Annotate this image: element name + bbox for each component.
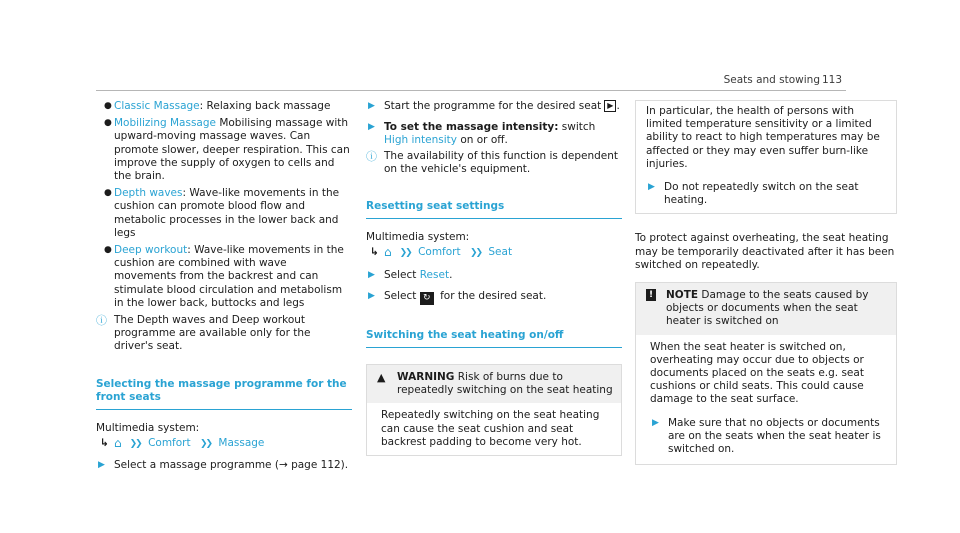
path-comfort-link[interactable]: Comfort xyxy=(418,246,461,259)
info-icon: ⓘ xyxy=(366,149,377,163)
step-arrow-icon: ▶ xyxy=(652,417,659,428)
reset-link[interactable]: Reset xyxy=(419,268,450,281)
column-middle xyxy=(366,100,622,456)
step-arrow-icon: ▶ xyxy=(368,269,375,280)
header-rule xyxy=(96,90,846,91)
paragraph: To protect against overheating, the seat heating may be temporarily deactivated after it has been switched on repeatedly. xyxy=(635,232,895,271)
info-note: ⓘ The availability of this function is dependent on the vehicle's equipment. xyxy=(366,149,619,175)
instruction-step: ▶ Start the programme for the desired seat ▶ . xyxy=(368,100,620,112)
step-arrow-icon: ▶ xyxy=(368,122,375,133)
chevron-double-icon: ❯❯ xyxy=(469,248,482,259)
program-link[interactable]: Mobilizing Massage xyxy=(114,117,216,130)
step-arrow-icon: ▶ xyxy=(648,182,655,193)
info-note: ⓘ The Depth waves and Deep workout programme are available only for the driver's seat. xyxy=(96,314,311,353)
program-link[interactable]: Classic Massage xyxy=(114,100,200,112)
step-arrow-icon: ▶ xyxy=(98,460,105,471)
warning-box-continued xyxy=(635,100,897,214)
instruction-step: ▶ Select a massage programme (→ page 112). xyxy=(98,459,349,472)
path-massage-link[interactable]: Massage xyxy=(218,437,265,450)
instruction-step: ▶ Select Reset. xyxy=(368,268,453,281)
high-intensity-link[interactable]: High intensity xyxy=(384,134,457,147)
note-header: ! NOTE Damage to the seats caused by objects or documents when the seat heater is switched on xyxy=(636,283,896,335)
play-button-icon: ▶ xyxy=(604,100,616,112)
column-left xyxy=(96,100,352,473)
warning-text: Repeatedly switching on the seat heating can cause the seat cushion and seat backrest padding to become very hot. xyxy=(381,409,600,448)
note-box xyxy=(635,282,897,465)
list-item: ● Mobilizing Massage Mobilising massage with upward-moving massage waves. Can promote slower, deeper respiration. This can improve the supply of oxygen to cells and the brain. xyxy=(104,117,350,183)
home-icon[interactable]: ⌂ xyxy=(384,245,392,260)
page-header xyxy=(0,74,960,90)
warning-text: In particular, the health of persons with limited temperature sensitivity or a limited ability to react to high temperatures may be affected or they may even suffer burn-like injuries. xyxy=(646,105,880,170)
list-item: ● Classic Massage: Relaxing back massage xyxy=(104,100,331,112)
path-comfort-link[interactable]: Comfort xyxy=(148,437,191,450)
step-arrow-icon: ▶ xyxy=(368,290,375,301)
path-arrow-icon: ↳ xyxy=(370,246,379,259)
chevron-double-icon: ❯❯ xyxy=(199,439,212,450)
note-text: When the seat heater is switched on, overheating may occur due to objects or documents placed on the seats e.g. seat cushions or child seats. This could cause damage to the seat surface. xyxy=(650,340,864,406)
warning-box xyxy=(366,364,622,456)
menu-path xyxy=(96,437,352,451)
list-item: ● Deep workout: Wave-like movements in the cushion are combined with wave movements from the backrest and can stimulate blood circulation and metabolism in the lower back, buttocks and legs xyxy=(104,244,344,309)
instruction-step: ▶ To set the massage intensity: switch High intensity on or off. xyxy=(368,121,596,147)
chevron-double-icon: ❯❯ xyxy=(129,439,141,450)
instruction-step: ▶ Select ↻ for the desired seat. xyxy=(368,289,547,303)
path-seat-link[interactable]: Seat xyxy=(488,246,513,259)
section-heading: Switching the seat heating on/off xyxy=(366,329,622,348)
column-right xyxy=(635,100,897,465)
warning-header: ▲ WARNING Risk of burns due to repeatedly switching on the seat heating xyxy=(367,365,621,403)
system-label: Multimedia system: xyxy=(366,231,470,244)
chevron-double-icon: ❯❯ xyxy=(399,248,411,259)
list-item: ● Depth waves: Wave-like movements in the cushion can promote blood flow and metabolic processes in the lower back and legs xyxy=(104,187,340,239)
section-title: Seats and stowing xyxy=(723,74,820,86)
menu-path xyxy=(366,246,622,260)
system-label: Multimedia system: xyxy=(96,422,200,435)
exclamation-icon: ! xyxy=(646,289,656,301)
section-heading: Selecting the massage programme for the front seats xyxy=(96,378,352,410)
step-arrow-icon: ▶ xyxy=(368,101,375,111)
info-icon: ⓘ xyxy=(96,314,107,328)
section-heading: Resetting seat settings xyxy=(366,200,622,219)
path-arrow-icon: ↳ xyxy=(100,437,109,450)
instruction-step: ▶ Make sure that no objects or documents are on the seats when the seat heater is switched on. xyxy=(652,416,881,456)
home-icon[interactable]: ⌂ xyxy=(114,436,122,451)
program-link[interactable]: Depth waves xyxy=(114,187,183,200)
page-number: 113 xyxy=(821,74,842,86)
reset-control-icon: ↻ xyxy=(420,292,434,305)
program-link[interactable]: Deep workout xyxy=(114,244,188,257)
warning-icon: ▲ xyxy=(377,371,386,385)
instruction-step: ▶ Do not repeatedly switch on the seat heating. xyxy=(648,181,859,207)
